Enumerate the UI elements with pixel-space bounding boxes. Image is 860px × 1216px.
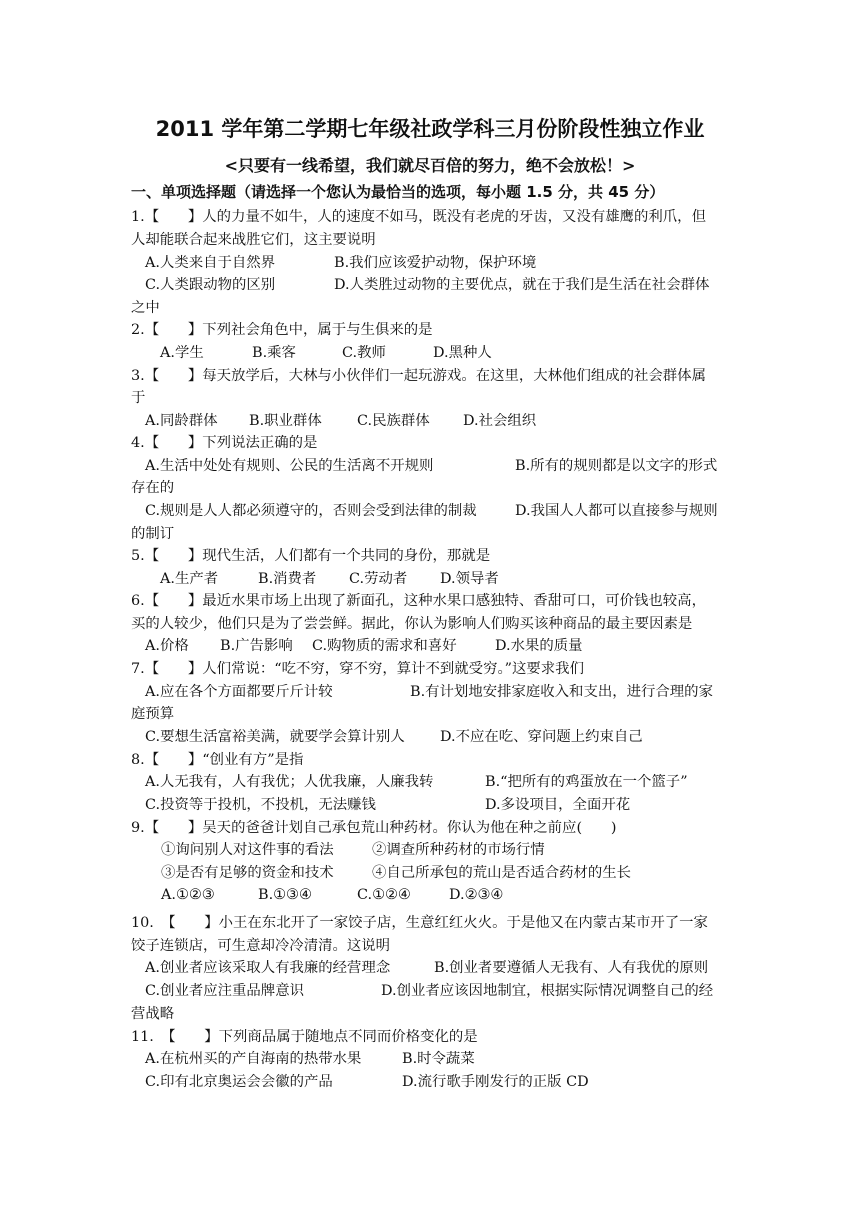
question-3-option-c: C.民族群体 (357, 413, 430, 429)
question-6-stem-cont: 买的人较少，他们只是为了尝尝鲜。据此，你认为影响人们购买该种商品的最主要因素是 (131, 616, 693, 632)
question-2-option-a: A.学生 (160, 345, 204, 361)
question-11-option-c: C.印有北京奥运会会徽的产品 (145, 1074, 333, 1090)
question-9-option-c: C.①②④ (357, 887, 411, 903)
question-9-option-d: D.②③④ (449, 887, 504, 903)
question-1-stem-cont: 人却能联合起来战胜它们，这主要说明 (131, 232, 376, 248)
question-3-option-d: D.社会组织 (463, 413, 537, 429)
question-2-option-b: B.乘客 (252, 345, 296, 361)
question-1-option-d-cont: 之中 (131, 300, 160, 316)
page-subtitle: <只要有一线希望，我们就尽百倍的努力，绝不会放松！> (224, 156, 636, 175)
question-10-stem: 10. 【 】小王在东北开了一家饺子店，生意红红火火。于是他又在内蒙古某市开了一家 (131, 915, 708, 931)
question-7-option-b: B.有计划地安排家庭收入和支出，进行合理的家 (410, 684, 713, 700)
question-4-option-b-cont: 存在的 (131, 480, 175, 496)
question-8-option-c: C.投资等于投机，不投机，无法赚钱 (145, 797, 376, 813)
question-2-option-c: C.教师 (342, 345, 386, 361)
question-5-stem: 5.【 】现代生活，人们都有一个共同的身份，那就是 (131, 548, 491, 564)
question-6-option-c: C.购物质的需求和喜好 (312, 638, 457, 654)
question-4-option-a: A.生活中处处有规则、公民的生活离不开规则 (145, 458, 434, 474)
question-2-stem: 2.【 】下列社会角色中，属于与生俱来的是 (131, 322, 433, 338)
question-8-option-b: B.“把所有的鸡蛋放在一个篮子” (485, 774, 688, 790)
question-6-option-a: A.价格 (145, 638, 189, 654)
question-9-option-b: B.①③④ (258, 887, 312, 903)
question-3-option-b: B.职业群体 (249, 413, 322, 429)
question-7-stem: 7.【 】人们常说：“吃不穷，穿不穷，算计不到就受穷。”这要求我们 (131, 661, 584, 677)
question-6-option-d: D.水果的质量 (495, 638, 583, 654)
question-5-option-c: C.劳动者 (349, 571, 408, 587)
question-1-option-a: A.人类来自于自然界 (145, 255, 276, 271)
question-3-stem: 3.【 】每天放学后，大林与小伙伴们一起玩游戏。在这里，大林他们组成的社会群体属 (131, 368, 706, 384)
question-4-option-b: B.所有的规则都是以文字的形式 (515, 458, 718, 474)
question-7-option-c: C.要想生活富裕美满，就要学会算计别人 (145, 729, 405, 745)
question-10-option-b: B.创业者要遵循人无我有、人有我优的原则 (434, 960, 709, 976)
question-11-option-a: A.在杭州买的产自海南的热带水果 (145, 1051, 362, 1067)
question-11-option-d: D.流行歌手刚发行的正版 CD (402, 1074, 589, 1090)
section-heading: 一、单项选择题（请选择一个您认为最恰当的选项，每小题 1.5 分，共 45 分） (131, 183, 665, 201)
question-5-option-b: B.消费者 (258, 571, 317, 587)
question-6-stem: 6.【 】最近水果市场上出现了新面孔，这种水果口感独特、香甜可口，可价钱也较高， (131, 593, 706, 609)
question-11-stem: 11. 【 】下列商品属于随地点不同而价格变化的是 (131, 1029, 478, 1045)
question-8-option-a: A.人无我有，人有我优；人优我廉，人廉我转 (145, 774, 434, 790)
question-4-stem: 4.【 】下列说法正确的是 (131, 435, 318, 451)
question-9-statement-1: ①询问别人对这件事的看法 (161, 842, 334, 858)
question-10-option-d-cont: 营战略 (131, 1006, 175, 1022)
question-10-option-c: C.创业者应注重品牌意识 (145, 983, 304, 999)
question-10-stem-cont: 饺子连锁店，可生意却冷冷清清。这说明 (131, 938, 391, 954)
question-9-stem: 9.【 】吴天的爸爸计划自己承包荒山种药材。你认为他在种之前应( ) (131, 820, 617, 836)
question-1-option-c: C.人类跟动物的区别 (145, 277, 276, 293)
question-3-option-a: A.同龄群体 (145, 413, 218, 429)
question-9-statement-3: ③是否有足够的资金和技术 (161, 865, 334, 881)
question-1-stem: 1.【 】人的力量不如牛，人的速度不如马，既没有老虎的牙齿，又没有雄鹰的利爪，但 (131, 209, 706, 225)
question-10-option-d: D.创业者应该因地制宜，根据实际情况调整自己的经 (381, 983, 714, 999)
question-11-option-b: B.时令蔬菜 (402, 1051, 475, 1067)
question-1-option-d: D.人类胜过动物的主要优点，就在于我们是生活在社会群体 (334, 277, 710, 293)
question-1-option-b: B.我们应该爱护动物，保护环境 (334, 255, 537, 271)
question-6-option-b: B.广告影响 (220, 638, 293, 654)
question-4-option-d: D.我国人人都可以直接参与规则 (515, 503, 718, 519)
question-9-statement-2: ②调查所种药材的市场行情 (372, 842, 545, 858)
question-5-option-d: D.领导者 (440, 571, 499, 587)
question-8-stem: 8.【 】“创业有方”是指 (131, 752, 304, 768)
question-5-option-a: A.生产者 (160, 571, 219, 587)
page-title: 2011 学年第二学期七年级社政学科三月份阶段性独立作业 (155, 117, 705, 141)
question-2-option-d: D.黑种人 (433, 345, 492, 361)
question-7-option-b-cont: 庭预算 (131, 706, 175, 722)
question-10-option-a: A.创业者应该采取人有我廉的经营理念 (145, 960, 391, 976)
question-3-stem-cont: 于 (131, 390, 146, 406)
question-4-option-d-cont: 的制订 (131, 526, 175, 542)
question-4-option-c: C.规则是人人都必须遵守的，否则会受到法律的制裁 (145, 503, 477, 519)
question-7-option-d: D.不应在吃、穿问题上约束自己 (440, 729, 643, 745)
question-9-option-a: A.①②③ (161, 887, 215, 903)
question-8-option-d: D.多设项目，全面开花 (485, 797, 631, 813)
question-7-option-a: A.应在各个方面都要斤斤计较 (145, 684, 333, 700)
question-9-statement-4: ④自己所承包的荒山是否适合药材的生长 (372, 865, 632, 881)
